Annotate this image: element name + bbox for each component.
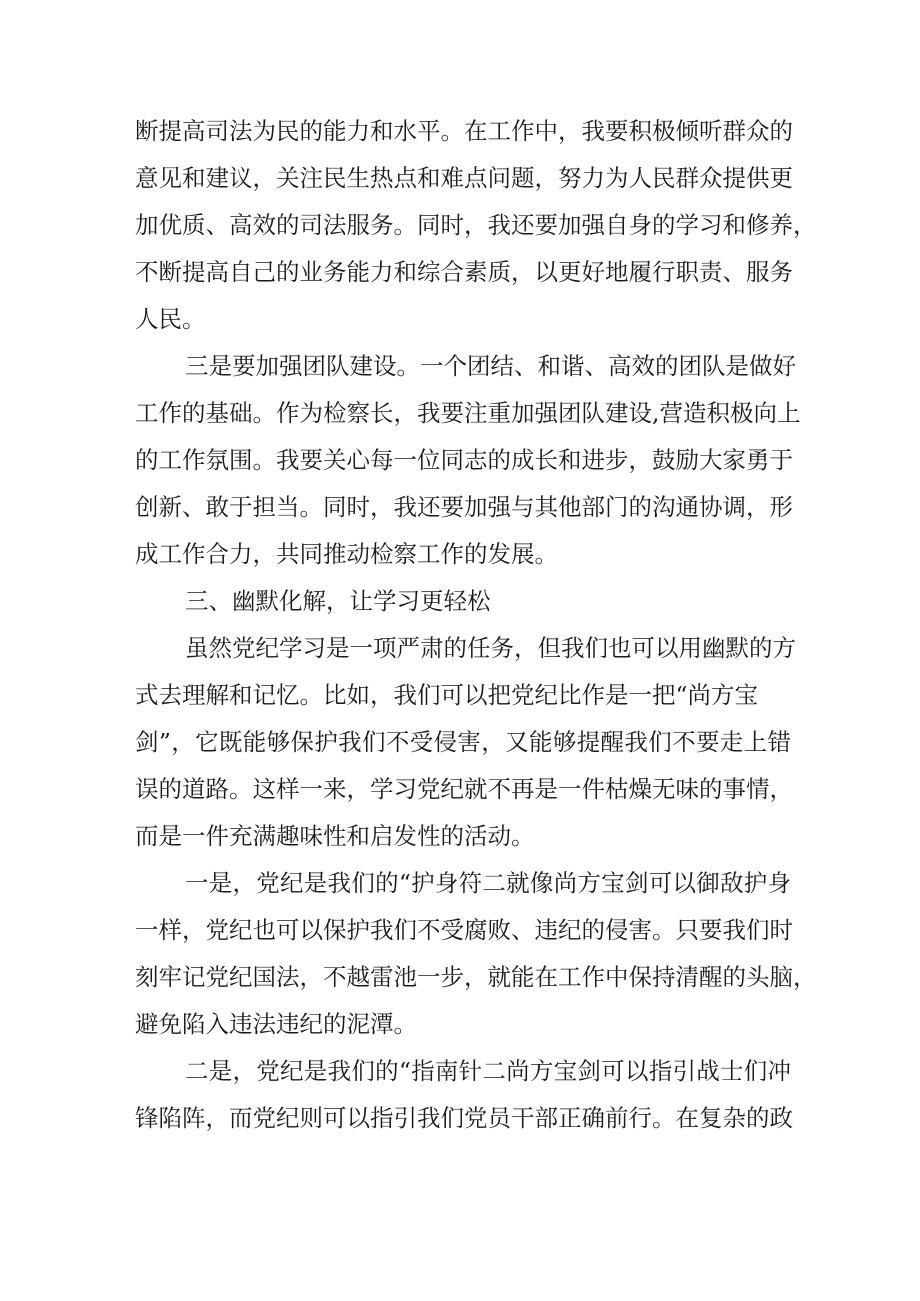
text-line: 断提高司法为民的能力和水平。在工作中，我要积极倾听群众的 [135,117,793,145]
text-line: 而是一件充满趣味性和启发性的活动。 [135,822,535,850]
text-line: 锋陷阵，而党纪则可以指引我们党员干部正确前行。在复杂的政 [135,1104,793,1132]
text-line: 意见和建议，关注民生热点和难点问题，努力为人民群众提供更 [135,164,793,192]
text-line: 刻牢记党纪国法，不越雷池一步，就能在工作中保持清醒的头脑， [135,963,817,991]
text-line: 创新、敢于担当。同时，我还要加强与其他部门的沟通协调，形 [135,493,793,521]
text-line: 误的道路。这样一来，学习党纪就不再是一件枯燥无味的事情， [135,775,793,803]
text-line: 虽然党纪学习是一项严肃的任务，但我们也可以用幽默的方 [185,634,796,662]
text-line: 不断提高自己的业务能力和综合素质，以更好地履行职责、服务 [135,258,793,286]
text-line: 式去理解和记忆。比如，我们可以把党纪比作是一把“尚方宝 [135,681,759,709]
text-line: 一是，党纪是我们的“护身符二就像尚方宝剑可以御敌护身 [185,869,791,897]
text-line: 成工作合力，共同推动检察工作的发展。 [135,540,558,568]
text-line: 避免陷入违法违纪的泥潭。 [135,1010,417,1038]
text-line: 人民。 [135,305,206,333]
section-heading: 三、幽默化解，让学习更轻松 [185,587,491,615]
text-line: 工作的基础。作为检察长，我要注重加强团队建设,营造积极向上 [135,399,801,427]
text-line: 一样，党纪也可以保护我们不受腐败、违纪的侵害。只要我们时 [135,916,793,944]
text-line: 加优质、高效的司法服务。同时，我还要加强自身的学习和修养， [135,211,817,239]
text-line: 三是要加强团队建设。一个团结、和谐、高效的团队是做好 [185,352,796,380]
text-line: 剑”，它既能够保护我们不受侵害，又能够提醒我们不要走上错 [135,728,791,756]
text-line: 二是，党纪是我们的“指南针二尚方宝剑可以指引战士们冲 [185,1057,791,1085]
text-line: 的工作氛围。我要关心每一位同志的成长和进步，鼓励大家勇于 [135,446,793,474]
document-body [135,108,817,1142]
